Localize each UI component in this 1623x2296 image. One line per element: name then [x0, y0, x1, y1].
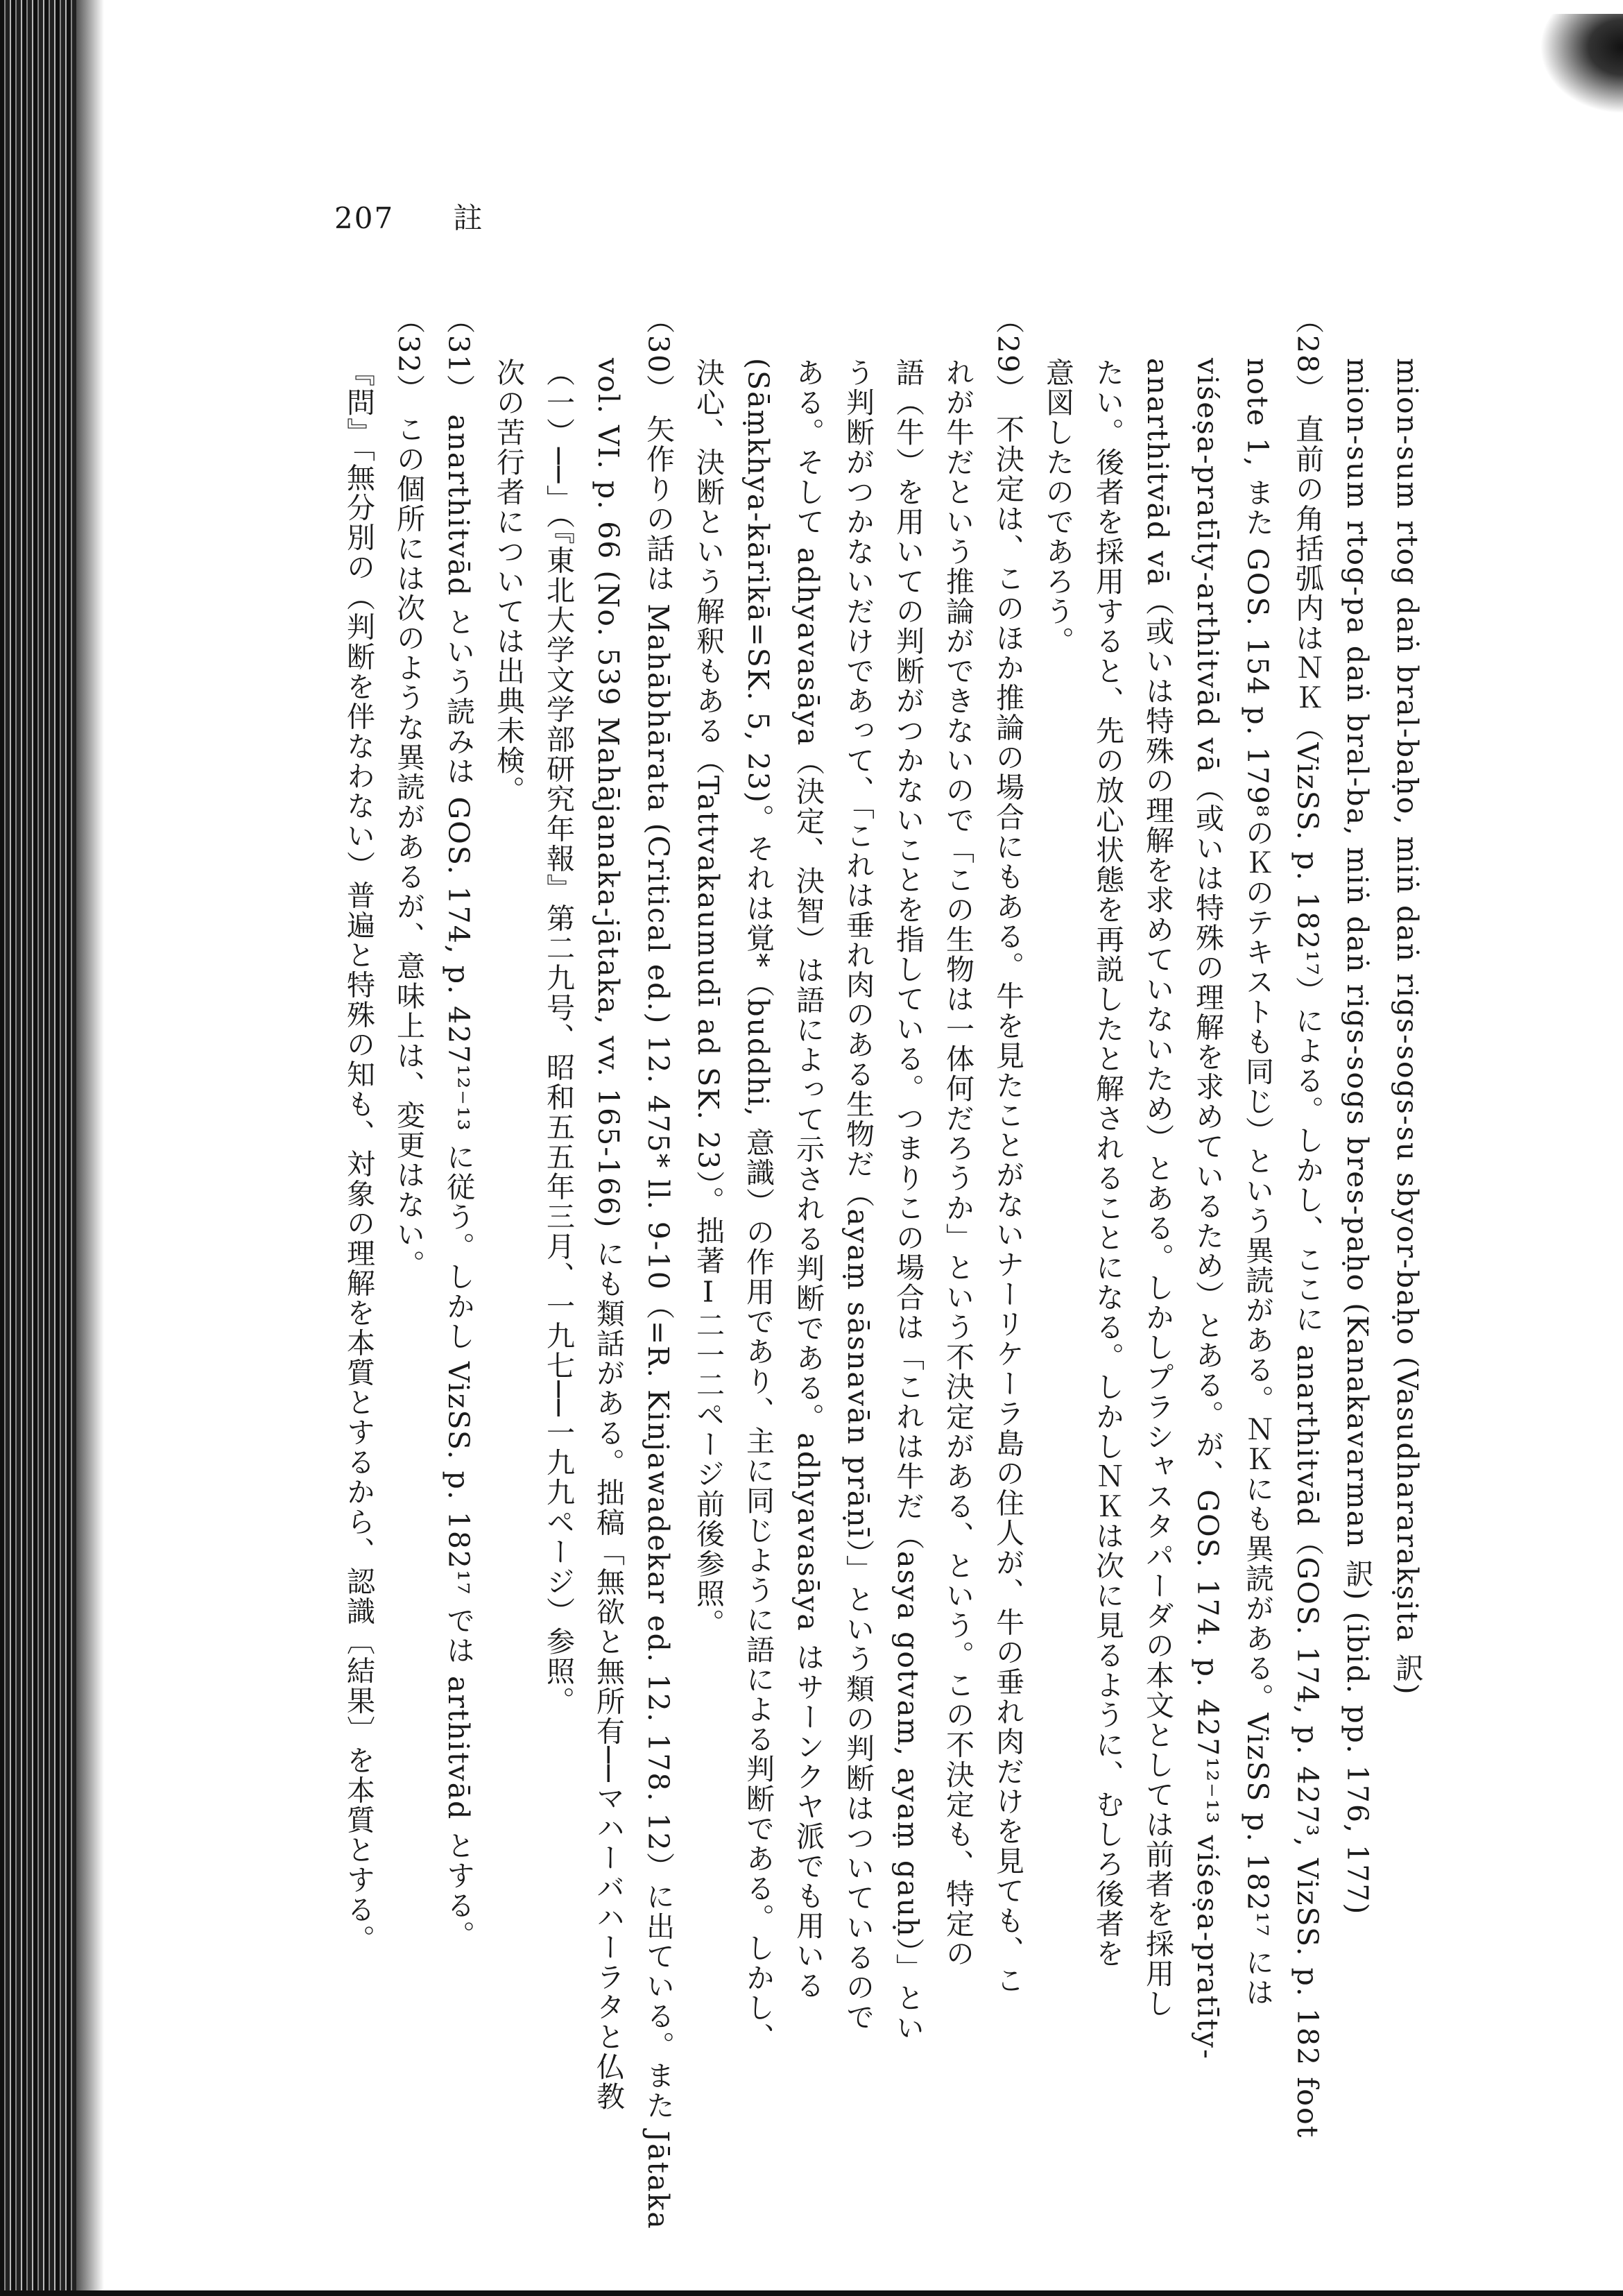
notes-body	[334, 305, 1432, 2268]
note-28-line: 意図したのであろう。	[1041, 358, 1074, 656]
note-29-line: ある。そして adhyavasāya（決定、決智）は語によって示される判断である。adhyavasāya はサーンクヤ派でも用いる	[791, 358, 825, 2001]
binding-shadow	[76, 0, 104, 2296]
page-number: 207	[334, 201, 395, 235]
note-30-line: 次の苦行者については出典未検。	[492, 358, 525, 805]
note-29-line: 決心、決断という解釈もある（Tattvakaumudī ad SK. 23）。拙著Ⅰ二一二ページ前後参照。	[692, 358, 725, 1638]
note-28-line: viśeṣa-pratīty-arthitvād vā（或いは特殊の理解を求めているため）とある。が、GOS. 174. p. 427¹²⁻¹³ viśeṣa-pratīty-	[1191, 358, 1224, 2060]
note-28-pre-line: mion-sum rtog daṅ bral-baḥo, miṅ daṅ rigs-sogs-su sbyor-baḥo (Vasudhararakṣita 訳)	[1391, 358, 1424, 1696]
note-28-line: anarthitvād vā（或いは特殊の理解を求めていないため）とある。しかしプラシャスタパーダの本文としては前者を採用し	[1141, 358, 1174, 2019]
page-header	[334, 196, 533, 237]
note-30-line: （一）──」（『東北大学文学部研究年報』第二九号、昭和五五年三月、一九七──一九九ページ）参照。	[542, 358, 575, 1716]
note-29-line: 語（牛）を用いての判断がつかないことを指している。つまりこの場合は「これは牛だ（asya gotvam, ayaṃ gauḥ）」とい	[891, 358, 925, 2044]
note-31-line: （31） anarthitvād という読みは GOS. 174, p. 427¹²⁻¹³ に従う。しかし VizSS. p. 182¹⁷ では arthitvād とする。	[442, 305, 475, 1951]
book-binding-edge	[0, 0, 76, 2296]
section-title: 註	[453, 201, 484, 235]
note-32-line: 『問』「無分別の（判断を伴なわない）普遍と特殊の知も、対象の理解を本質とするから、認識〔結果〕を本質とする。	[342, 358, 375, 1955]
note-28-line: たい。後者を採用すると、先の放心状態を再説したと解されることになる。しかしＮＫは次に見るように、むしろ後者を	[1091, 358, 1124, 1969]
note-28-line: note 1, また GOS. 154 p. 179⁸のＫのテキストも同じ）という異読がある。ＮＫにも異読がある。VizSS p. 182¹⁷ には	[1241, 358, 1274, 2007]
note-29-line: (Sāṃkhya-kārikā=SK. 5, 23)。それは覚*（buddhi, 意識）の作用であり、主に同じように語による判断である。しかし、	[741, 358, 775, 2053]
page-corner-shadow	[1526, 14, 1623, 125]
note-28-pre-line: mion-sum rtog-pa daṅ bral-ba, miṅ daṅ rigs-sogs bres-paḥo (Kanakavarman 訳) (ibid. pp. 176, 177)	[1341, 358, 1374, 1916]
note-29-line: （29） 不決定は、このほか推論の場合にもある。牛を見たことがないナーリケーラ島の住人が、牛の垂れ肉だけを見ても、こ	[991, 305, 1024, 1996]
note-30-line: （30） 矢作りの話は Mahābhārata (Critical ed.) 12. 475* ll. 9-10（=R. Kinjawadekar ed. 12. 178. 12）に出ている。また Jātaka	[642, 305, 675, 2230]
note-29-line: う判断がつかないだけであって、「これは垂れ肉のある生物だ（ayaṃ sāsnavān prāṇī）」という類の判断はついているので	[841, 358, 875, 2032]
note-32-line: （32） この個所には次のような異読があるが、意味上は、変更はない。	[392, 305, 425, 1280]
note-30-line: vol. VI. p. 66 (No. 539 Mahājanaka-jātaka, vv. 165-166) にも類話がある。拙稿「無欲と無所有──マハーバハーラタと仏教	[592, 358, 625, 2111]
note-28-line: （28） 直前の角括弧内はＮＫ（VizSS. p. 182¹⁷）による。しかし、ここに anarthitvād（GOS. 174, p. 427³, VizSS. p. 182 foot	[1291, 305, 1324, 2139]
note-29-line: れが牛だという推論ができないので「この生物は一体何だろうか」という不決定がある、という。この不決定も、特定の	[941, 358, 974, 1969]
bottom-edge	[0, 2290, 1623, 2296]
